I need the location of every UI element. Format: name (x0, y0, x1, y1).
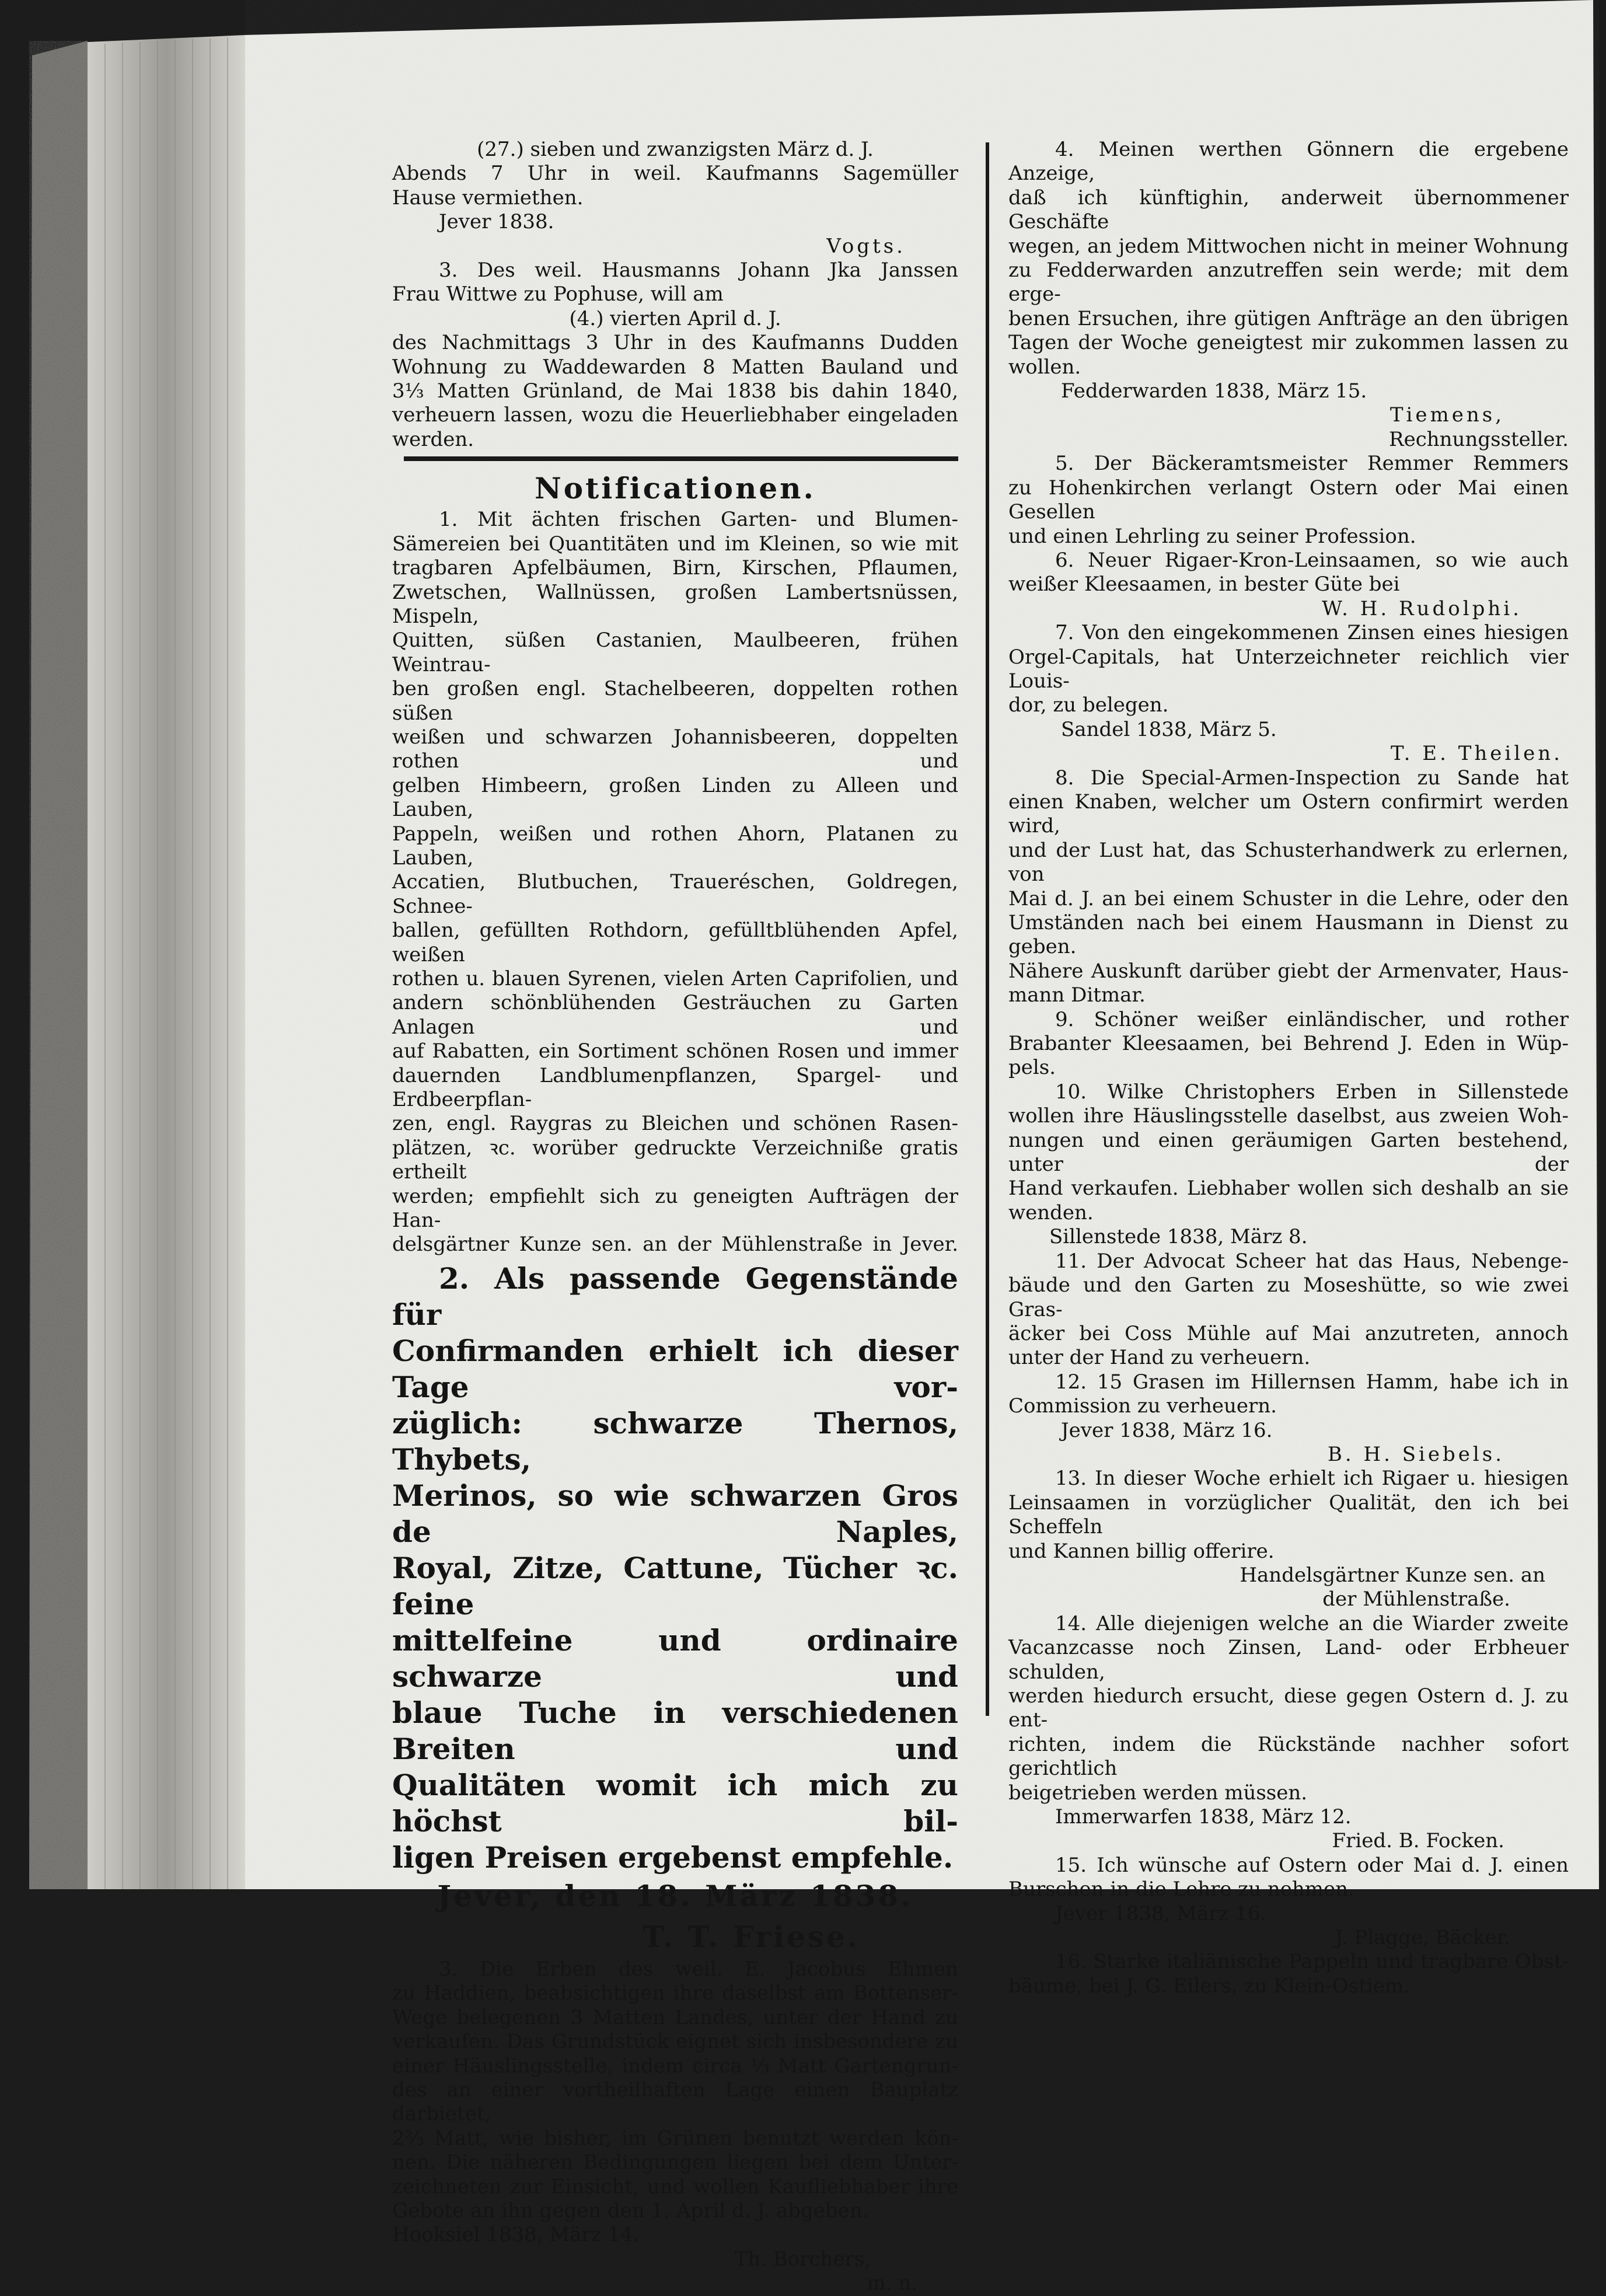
text-line: und Kannen billig offerire. (1008, 1539, 1275, 1563)
text-line: zen, engl. Raygras zu Bleichen und schönen Rasen- (392, 1112, 958, 1136)
text-line: Qualitäten womit ich mich zu höchst bil- (392, 1767, 958, 1838)
signature: B. H. Siebels. (1327, 1442, 1504, 1466)
text-line: einer Häuslingsstelle, indem circa ⅓ Matt Gartengrun- (392, 2054, 958, 2078)
text-line: 2⅔ Matt, wie bisher, im Grünen benutzt werden kön- (392, 2126, 958, 2150)
text-line: benen Ersuchen, ihre gütigen Anfträge an den übrigen (1008, 306, 1569, 330)
text-line: 3. Die Erben des weil. E. Jacobus Ehmen (439, 1957, 958, 1981)
text-line: 3. Des weil. Hausmanns Johann Jka Janssen (439, 259, 958, 282)
text-line: (27.) sieben und zwanzigsten März d. J. (477, 138, 874, 161)
text-line: bäume, bei J. G. Eilers, zu Klein-Ostiem. (1008, 1974, 1410, 1998)
text-line: weißen und schwarzen Johannisbeeren, doppelten rothen und (392, 725, 958, 773)
text-line: 4. Meinen werthen Gönnern die ergebene Anzeige, (1008, 138, 1569, 186)
text-line: tragbaren Apfelbäumen, Birn, Kirschen, Pflaumen, (392, 556, 958, 580)
text-line: 2. Als passende Gegenstände für (392, 1261, 958, 1332)
signature: Fried. B. Focken. (1332, 1829, 1504, 1853)
text-line: einen Knaben, welcher um Ostern confirmirt werden wird, (1008, 790, 1569, 838)
text-line: rothen u. blauen Syrenen, vielen Arten Caprifolien, und (392, 967, 958, 990)
text-line: verheuern lassen, wozu die Heuerliebhaber eingeladen (392, 403, 958, 427)
text-line: werden. (392, 427, 474, 451)
right-column (1008, 138, 1569, 1998)
text-line: 5. Der Bäckeramtsmeister Remmer Remmers (1055, 452, 1569, 476)
text-line: Quitten, süßen Castanien, Maulbeeren, frühen Weintrau- (392, 629, 958, 676)
left-column (392, 138, 958, 2296)
text-line: 13. In dieser Woche erhielt ich Rigaer u. hiesigen (1055, 1467, 1569, 1491)
signature: Th. Borchers, (734, 2247, 871, 2271)
signature: Rechnungssteller. (1389, 427, 1569, 451)
text-line: plätzen, ꝛc. worüber gedruckte Verzeichniße gratis ertheilt (392, 1136, 958, 1184)
text-line: verkaufen. Das Grundstück eignet sich insbesondere zu (392, 2030, 958, 2054)
text-line: Hause vermiethen. (392, 186, 584, 210)
signature: der Mühlenstraße. (1322, 1587, 1510, 1611)
text-line: mann Ditmar. (1008, 983, 1146, 1007)
text-line: und einen Lehrling zu seiner Profession. (1008, 524, 1416, 548)
place-date: Immerwarfen 1838, März 12. (1055, 1805, 1352, 1829)
text-line: pels. (1008, 1056, 1056, 1080)
text-line: 3⅓ Matten Grünland, de Mai 1838 bis dahin 1840, (392, 379, 958, 403)
text-line: 9. Schöner weißer einländischer, und rother (1055, 1007, 1569, 1031)
text-line: nungen und einen geräumigen Garten bestehend, unter der (1008, 1128, 1569, 1177)
text-line: 14. Alle diejenigen welche an die Wiarder zweite (1055, 1611, 1569, 1635)
text-line: Burschen in die Lehre zu nehmen. (1008, 1878, 1354, 1901)
text-line: gelben Himbeern, großen Linden zu Alleen und Lauben, (392, 773, 958, 822)
text-line: 12. 15 Grasen im Hillernsen Hamm, habe ich in (1055, 1370, 1569, 1394)
text-line: züglich: schwarze Thernos, Thybets, (392, 1405, 958, 1477)
text-line: und der Lust hat, das Schusterhandwerk zu erlernen, von (1008, 838, 1569, 887)
signature: Handelsgärtner Kunze sen. an (1240, 1563, 1545, 1587)
text-line: wenden. (1008, 1201, 1094, 1224)
notice-date: Jever, den 18. März 1838. (437, 1878, 913, 1913)
text-line: werden; empfiehlt sich zu geneigten Aufträgen der Han- (392, 1184, 958, 1233)
text-line: ben großen engl. Stachelbeeren, doppelten rothen süßen (392, 677, 958, 725)
place-date: Hooksiel 1838, März 14. (392, 2223, 640, 2247)
text-line: 6. Neuer Rigaer-Kron-Leinsaamen, so wie auch (1055, 548, 1569, 572)
text-line: Brabanter Kleesaamen, bei Behrend J. Eden in Wüp- (1008, 1032, 1569, 1056)
text-line: Abends 7 Uhr in weil. Kaufmanns Sagemüller (392, 162, 958, 186)
text-line: 10. Wilke Christophers Erben in Sillenstede (1055, 1080, 1569, 1104)
place-date: Jever 1838, März 16. (1055, 1901, 1267, 1925)
text-line: andern schönblühenden Gesträuchen zu Garten Anlagen und (392, 991, 958, 1039)
place-date: Sillenstede 1838, März 8. (1049, 1225, 1308, 1249)
text-line: Zwetschen, Wallnüssen, großen Lambertsnüssen, Mispeln, (392, 580, 958, 628)
text-line: delsgärtner Kunze sen. an der Mühlenstraße in Jever. (392, 1233, 958, 1257)
text-line: Tagen der Woche geneigtest mir zukommen lassen zu (1008, 331, 1569, 355)
text-line: wollen. (1008, 355, 1081, 379)
text-line: zu Fedderwarden anzutreffen sein werde; mit dem erge- (1008, 259, 1569, 306)
text-line: Vacanzcasse noch Zinsen, Land- oder Erbheuer schulden, (1008, 1636, 1569, 1684)
signature: Vogts. (826, 234, 906, 258)
text-line: ligen Preisen ergebenst empfehle. (392, 1840, 954, 1875)
text-line: werden hiedurch ersucht, diese gegen Ostern d. J. zu ent- (1008, 1684, 1569, 1732)
text-line: Sämereien bei Quantitäten und im Kleinen, so wie mit (392, 532, 958, 556)
text-line: (4.) vierten April d. J. (569, 306, 781, 330)
place-date: Jever 1838, März 16. (1061, 1418, 1273, 1442)
text-line: 11. Der Advocat Scheer hat das Haus, Nebenge- (1055, 1249, 1569, 1273)
text-line: 1. Mit ächten frischen Garten- und Blumen- (439, 508, 958, 532)
text-line: Frau Wittwe zu Pophuse, will am (392, 282, 724, 306)
text-line: nen. Die näheren Bedingungen liegen bei dem Unter- (392, 2151, 958, 2175)
text-line: Royal, Zitze, Cattune, Tücher ꝛc. feine (392, 1550, 958, 1621)
text-line: zu Hohenkirchen verlangt Ostern oder Mai einen Gesellen (1008, 476, 1569, 524)
text-line: wollen ihre Häuslingsstelle daselbst, aus zweien Woh- (1008, 1104, 1569, 1128)
signature: T. T. Friese. (642, 1919, 860, 1954)
text-line: Nähere Auskunft darüber giebt der Armenvater, Haus- (1008, 959, 1569, 983)
text-line: blaue Tuche in verschiedenen Breiten und (392, 1695, 958, 1766)
text-line: Wohnung zu Waddewarden 8 Matten Bauland und (392, 355, 958, 379)
text-line: weißer Kleesaamen, in bester Güte bei (1008, 573, 1400, 596)
text-line: dauernden Landblumenpflanzen, Spargel- und Erdbeerpflan- (392, 1063, 958, 1112)
signature: T. E. Theilen. (1390, 742, 1563, 766)
text-line: des Nachmittags 3 Uhr in des Kaufmanns Dudden (392, 331, 958, 355)
text-line: auf Rabatten, ein Sortiment schönen Rosen und immer (392, 1039, 958, 1063)
section-heading: Notificationen. (535, 471, 816, 506)
text-line: 15. Ich wünsche auf Ostern oder Mai d. J. einen (1055, 1853, 1569, 1877)
text-line: 7. Von den eingekommenen Zinsen eines hiesigen (1055, 621, 1569, 645)
text-line: Accatien, Blutbuchen, Traueréschen, Goldregen, Schnee- (392, 870, 958, 918)
text-line: Umständen nach bei einem Hausmann in Dienst zu geben. (1008, 911, 1569, 959)
signature: Tiemens, (1389, 403, 1504, 427)
text-line: ballen, gefüllten Rothdorn, gefülltblühenden Apfel, weißen (392, 919, 958, 966)
text-line: Merinos, so wie schwarzen Gros de Naples, (392, 1478, 958, 1549)
text-line: daß ich künftighin, anderweit übernommener Geschäfte (1008, 186, 1569, 234)
place-date: Fedderwarden 1838, März 15. (1061, 379, 1367, 403)
text-line: unter der Hand zu verheuern. (1008, 1346, 1311, 1370)
place-date: Sandel 1838, März 5. (1061, 717, 1277, 741)
text-line: zeichneten zur Einsicht, und wollen Kaufliebhaber ihre (392, 2175, 958, 2199)
text-line: richten, indem die Rückstände nachher sofort gerichtlich (1008, 1732, 1569, 1781)
text-line: des an einer vortheilhaften Lage einen Bauplatz darbietet, (392, 2078, 958, 2126)
text-line: mittelfeine und ordinaire schwarze und (392, 1622, 958, 1694)
text-line: Mai d. J. an bei einem Schuster in die Lehre, oder den (1008, 887, 1569, 910)
text-line: Commission zu verheuern. (1008, 1394, 1277, 1418)
text-line: bäude und den Garten zu Moseshütte, so wie zwei Gras- (1008, 1273, 1569, 1321)
text-line: Pappeln, weißen und rothen Ahorn, Platanen zu Lauben, (392, 822, 958, 870)
text-line: Confirmanden erhielt ich dieser Tage vor- (392, 1333, 958, 1404)
place-date: Jever 1838. (439, 210, 554, 234)
text-line: Hand verkaufen. Liebhaber wollen sich deshalb an sie (1008, 1177, 1569, 1201)
signature: W. H. Rudolphi. (1322, 596, 1522, 620)
text-line: Leinsaamen in vorzüglicher Qualität, den ich bei Scheffeln (1008, 1491, 1569, 1539)
text-line: zu Haddien, beabsichtigen ihre daselbst am Bottenser- (392, 1981, 958, 2005)
text-line: dor, zu belegen. (1008, 693, 1169, 717)
text-line: 8. Die Special-Armen-Inspection zu Sande hat (1055, 766, 1569, 790)
text-line: Wege belegenen 3 Matten Landes, unter der Hand zu (392, 2005, 958, 2029)
section-rule (404, 456, 958, 461)
text-line: wegen, an jedem Mittwochen nicht in meiner Wohnung (1008, 234, 1569, 258)
text-line: Gebote an ihn gegen den 1. April d. J. abgeben. (392, 2199, 869, 2222)
text-line: 16. Starke italiänische Pappeln und tragbare Obst- (1055, 1950, 1569, 1974)
text-line: beigetrieben werden müssen. (1008, 1781, 1308, 1805)
signature: m. n. (867, 2271, 917, 2295)
text-line: Orgel-Capitals, hat Unterzeichneter reichlich vier Louis- (1008, 645, 1569, 693)
signature: J. Plagge, Bäcker. (1335, 1926, 1510, 1950)
text-line: äcker bei Coss Mühle auf Mai anzutreten, annoch (1008, 1321, 1569, 1345)
